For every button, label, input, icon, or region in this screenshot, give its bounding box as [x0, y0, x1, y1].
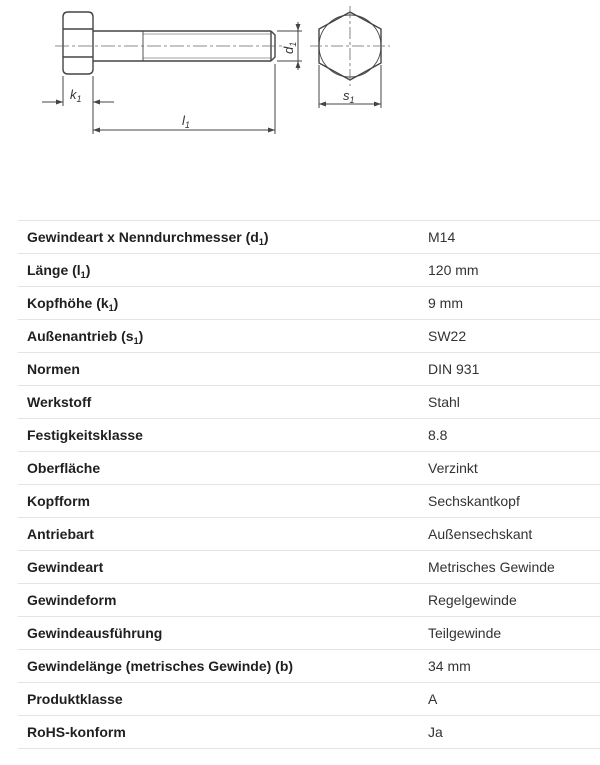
spec-label-suffix: ) [138, 328, 144, 344]
spec-label [18, 320, 428, 353]
spec-value: 34 mm [428, 650, 600, 683]
spec-row [18, 485, 600, 518]
spec-label [18, 650, 428, 683]
spec-label [18, 287, 428, 320]
spec-label [18, 551, 428, 584]
spec-value: Ja [428, 716, 600, 749]
k1-dimension [42, 76, 114, 134]
spec-row [18, 518, 600, 551]
hex-head-end-view [310, 6, 390, 86]
spec-label-text: Kopfform [27, 493, 90, 509]
spec-row [18, 584, 600, 617]
spec-label-subscript: 1 [80, 270, 86, 280]
spec-label-text: Gewindeart x Nenndurchmesser (d [27, 229, 259, 245]
spec-label [18, 617, 428, 650]
spec-value: SW22 [428, 320, 600, 353]
spec-value: Sechskantkopf [428, 485, 600, 518]
spec-value: Stahl [428, 386, 600, 419]
spec-label-suffix: ) [85, 262, 91, 278]
spec-label-text: Werkstoff [27, 394, 92, 410]
spec-label-suffix: ) [113, 295, 119, 311]
spec-row [18, 254, 600, 287]
spec-value: 8.8 [428, 419, 600, 452]
spec-label [18, 452, 428, 485]
spec-label-subscript: 1 [258, 237, 264, 247]
spec-label [18, 518, 428, 551]
k1-label: $k_1$ [70, 87, 82, 104]
spec-row [18, 287, 600, 320]
spec-label-text: Gewindeart [27, 559, 104, 575]
spec-value: M14 [428, 221, 600, 254]
spec-label [18, 683, 428, 716]
spec-label [18, 254, 428, 287]
spec-value: Regelgewinde [428, 584, 600, 617]
spec-label-text: Gewindeform [27, 592, 117, 608]
spec-label-subscript: 1 [133, 336, 139, 346]
spec-label [18, 716, 428, 749]
spec-label [18, 353, 428, 386]
spec-value: Außensechskant [428, 518, 600, 551]
spec-value: 9 mm [428, 287, 600, 320]
s1-label: $s_1$ [343, 88, 355, 105]
spec-row [18, 419, 600, 452]
spec-label-text: Gewindelänge (metrisches Gewinde) (b) [27, 658, 294, 674]
d1-label: $d_1$ [281, 41, 298, 54]
spec-label-text: Antriebart [27, 526, 94, 542]
spec-label [18, 419, 428, 452]
spec-label-text: RoHS-konform [27, 724, 126, 740]
spec-row [18, 320, 600, 353]
spec-value: A [428, 683, 600, 716]
spec-value: Teilgewinde [428, 617, 600, 650]
spec-label [18, 221, 428, 254]
spec-label [18, 584, 428, 617]
spec-label-suffix: ) [263, 229, 269, 245]
spec-row [18, 683, 600, 716]
bolt-technical-drawing [0, 0, 600, 150]
spec-value: DIN 931 [428, 353, 600, 386]
spec-label-text: Oberfläche [27, 460, 101, 476]
spec-row [18, 452, 600, 485]
l1-label: $l_1$ [182, 113, 190, 130]
spec-label [18, 485, 428, 518]
spec-value: Metrisches Gewinde [428, 551, 600, 584]
spec-row [18, 617, 600, 650]
bolt-side-view [63, 12, 275, 74]
spec-value: Verzinkt [428, 452, 600, 485]
spec-row [18, 386, 600, 419]
spec-row [18, 716, 600, 749]
spec-label [18, 386, 428, 419]
spec-label-text: Festigkeitsklasse [27, 427, 143, 443]
spec-label-text: Außenantrieb (s [27, 328, 134, 344]
specification-table [18, 220, 600, 749]
spec-row [18, 650, 600, 683]
spec-label-text: Normen [27, 361, 80, 377]
spec-value: 120 mm [428, 254, 600, 287]
spec-row [18, 353, 600, 386]
spec-label-text: Produktklasse [27, 691, 123, 707]
spec-label-subscript: 1 [108, 303, 114, 313]
spec-label-text: Länge (l [27, 262, 81, 278]
spec-row [18, 551, 600, 584]
spec-label-text: Gewindeausführung [27, 625, 163, 641]
spec-label-text: Kopfhöhe (k [27, 295, 109, 311]
spec-row [18, 221, 600, 254]
